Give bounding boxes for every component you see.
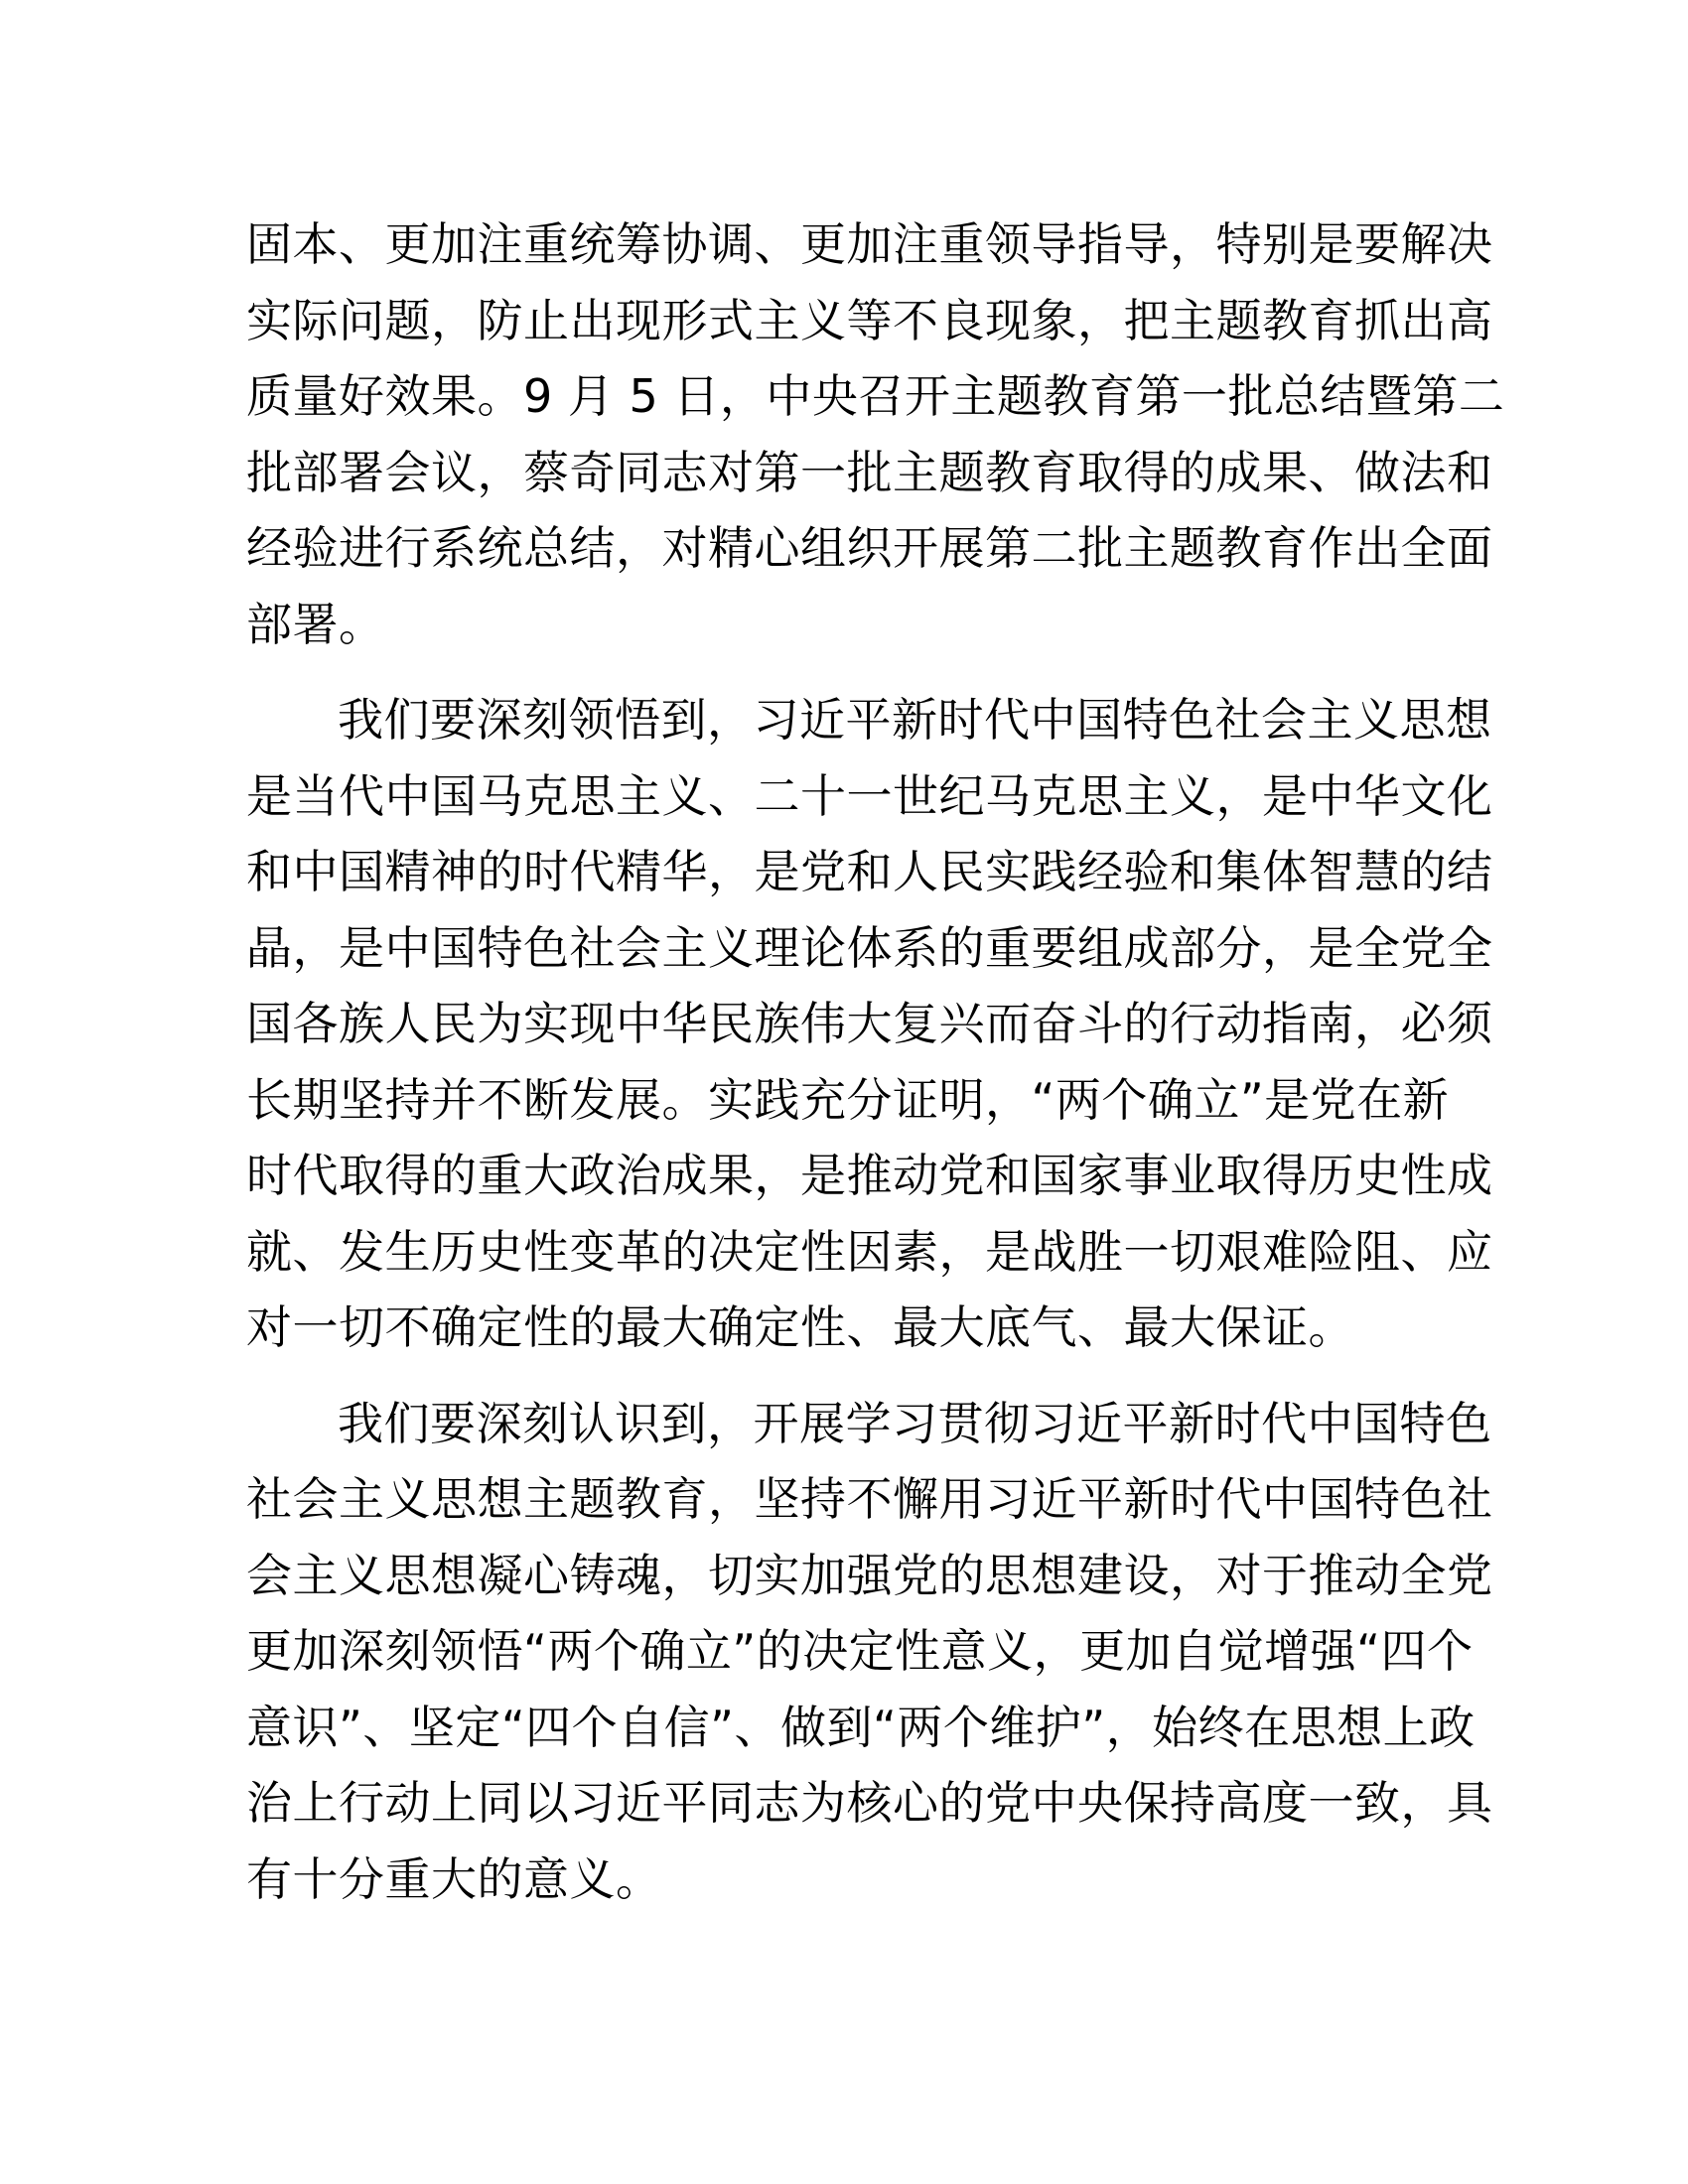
text-line: 时代取得的重大政治成果，是推动党和国家事业取得历史性成: [246, 1149, 1493, 1202]
text-line: 质量好效果。9 月 5 日，中央召开主题教育第一批总结暨第二: [246, 369, 1505, 423]
text-line: 会主义思想凝心铸魂，切实加强党的思想建设，对于推动全党: [246, 1548, 1493, 1602]
text-line: 更加深刻领悟“两个确立”的决定性意义，更加自觉增强“四个: [246, 1624, 1474, 1678]
text-line: 批部署会议，蔡奇同志对第一批主题教育取得的成果、做法和: [246, 445, 1493, 499]
text-line: 国各族人民为实现中华民族伟大复兴而奋斗的行动指南，必须: [246, 997, 1493, 1050]
text-line: 治上行动上同以习近平同志为核心的党中央保持高度一致，具: [246, 1776, 1493, 1830]
text-line: 社会主义思想主题教育，坚持不懈用习近平新时代中国特色社: [246, 1472, 1493, 1526]
paragraph-3: [246, 1386, 1493, 1918]
text-line: 固本、更加注重统筹协调、更加注重领导指导，特别是要解决: [246, 217, 1493, 271]
text-line: 实际问题，防止出现形式主义等不良现象，把主题教育抓出高: [246, 293, 1493, 347]
text-line: 有十分重大的意义。: [246, 1851, 662, 1906]
text-line: 我们要深刻认识到，开展学习贯彻习近平新时代中国特色: [338, 1396, 1492, 1450]
paragraph-1: [246, 206, 1505, 662]
text-line: 经验进行系统总结，对精心组织开展第二批主题教育作出全面: [246, 521, 1493, 575]
text-line: 长期坚持并不断发展。实践充分证明，“两个确立”是党在新: [246, 1072, 1450, 1127]
text-line: 我们要深刻领悟到，习近平新时代中国特色社会主义思想: [338, 693, 1492, 747]
paragraph-spacer: [246, 1366, 1438, 1386]
text-line: 部署。: [246, 597, 385, 651]
paragraph-spacer: [246, 662, 1438, 682]
text-line: 和中国精神的时代精华，是党和人民实践经验和集体智慧的结: [246, 845, 1493, 898]
paragraph-2: [246, 682, 1493, 1366]
text-line: 晶，是中国特色社会主义理论体系的重要组成部分，是全党全: [246, 920, 1493, 975]
document-body: [246, 206, 1505, 1917]
text-line: 是当代中国马克思主义、二十一世纪马克思主义，是中华文化: [246, 768, 1493, 823]
text-line: 就、发生历史性变革的决定性因素，是战胜一切艰难险阻、应: [246, 1224, 1493, 1279]
text-line: 对一切不确定性的最大确定性、最大底气、最大保证。: [246, 1300, 1354, 1354]
text-line: 意识”、坚定“四个自信”、做到“两个维护”，始终在思想上政: [246, 1700, 1476, 1754]
